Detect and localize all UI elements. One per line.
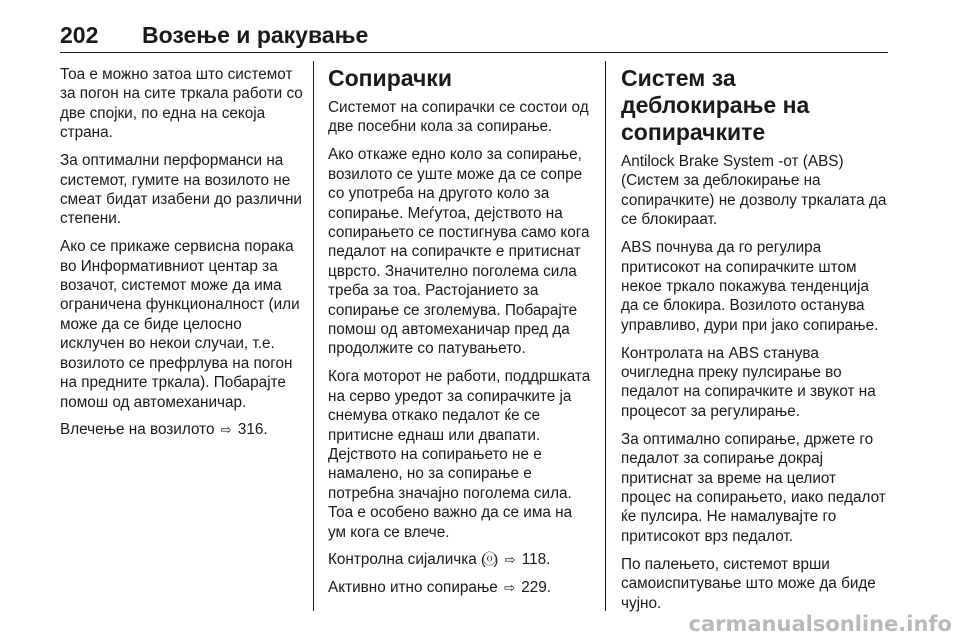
cross-reference[interactable] (60, 420, 304, 439)
paragraph: Контролата на ABS станува очигледна преку пулсирање во педалот на сопирачките и звукот на процесот за регулирање. (621, 344, 876, 420)
cross-reference-page: 229. (521, 579, 551, 597)
cross-reference-page: 316. (237, 421, 268, 439)
section-heading-brakes: Сопирачки (328, 65, 452, 91)
cross-reference-page: 118. (521, 551, 551, 569)
paragraph: ABS почнува да го регулира притисокот на сопирачките штом некое тркало покажува тенденција да се блокира. Возилото останува управливо, дури при јако сопирање. (621, 239, 879, 334)
column-divider (313, 61, 314, 611)
reference-arrow-icon: ⇨ (220, 422, 232, 438)
paragraph: Ако откаже едно коло за сопирање, возилото се уште може да се сопре со употреба на другото коло за сопирање. Меѓутоа, дејството на сопирањето се постигнува само кога педалот на сопирачкте е притиснат цврсто. Значително поголема сила треба за тоа. Растојанието за сопирање се зголемува. Побарајте помош од автомеханичар пред да продолжите со патувањето. (328, 146, 590, 358)
cross-reference-text: Контролна сијаличка (328, 551, 477, 569)
cross-reference-text: Влечење на возилото (60, 421, 215, 439)
paragraph: Системот на сопирачки се состои од две посебни кола за сопирање. (328, 99, 589, 136)
paragraph: Ако се прикаже сервисна порака во Информативниот центар за возачот, системот може да има ограничена функционалност (или може да се биде целосно исклучен во некои случаи, т.е. возилото се префрлува на погон на предните тркала). Побарајте помош од автомеханичар. (60, 238, 300, 411)
reference-arrow-icon: ⇨ (504, 580, 515, 596)
paragraph: Кога моторот не работи, поддршката на серво уредот за сопирачките ја снемува откако педалот ќе се притисне еднаш или двапати. Дејството на сопирањето не е намалено, но за сопирање е потребна значајно поголема сила. Тоа е особено важно да се има на ум кога се влече. (328, 368, 591, 541)
page-header (60, 22, 888, 53)
column-right (621, 65, 887, 621)
chapter-title: Возење и ракување (142, 22, 369, 48)
cross-reference[interactable] (328, 550, 593, 569)
column-divider (605, 61, 606, 611)
cross-reference-text: Активно итно сопирање (328, 579, 498, 597)
watermark: carmanualsonline.info (688, 612, 952, 636)
brake-warning-icon: (ⓞ) (481, 551, 496, 568)
column-left (60, 65, 304, 448)
column-middle (328, 65, 593, 606)
paragraph: За оптимално сопирање, држете го педалот за сопирање докрај притиснат за време на целиот процес на сопирањето, иако педалот ќе пулсира. Не намалувајте го притисокот врз педалот. (621, 430, 886, 545)
cross-reference[interactable] (328, 578, 593, 597)
paragraph: Antilock Brake System -от (ABS) (Систем за деблокирање на сопирачките) не дозволу тркалата да се блокираат. (621, 153, 887, 229)
paragraph: Тоа е можно затоа што системот за погон на сите тркала работи со две спојки, по една на секоја страна. (60, 66, 303, 142)
paragraph: За оптимални перформанси на системот, гумите на возилото не смеат бидат изабени до различни степени. (60, 152, 302, 228)
paragraph: По палењето, системот врши самоиспитување што може да биде чујно. (621, 555, 876, 612)
section-heading-abs: Систем за деблокирање на сопирачките (621, 65, 810, 145)
page-number: 202 (60, 22, 99, 48)
reference-arrow-icon: ⇨ (504, 552, 516, 568)
